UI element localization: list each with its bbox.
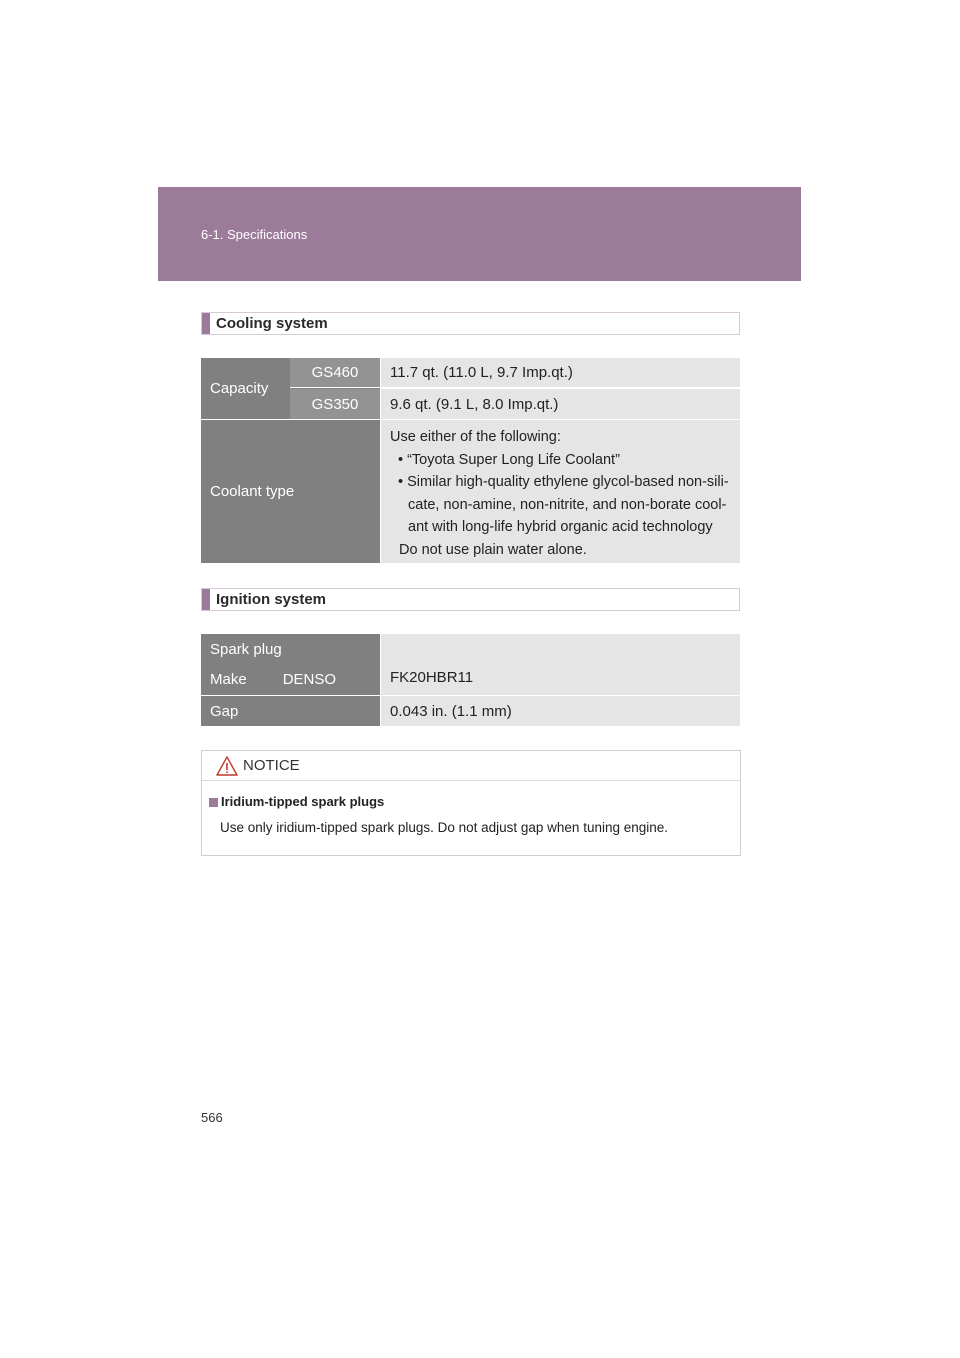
make-value-cell [381, 634, 740, 695]
coolant-intro: Use either of the following: [390, 429, 561, 445]
notice-header [202, 751, 740, 781]
gap-label-cell [201, 696, 380, 726]
spark-plug-label: Spark plug [210, 640, 282, 658]
notice-body: Use only iridium-tipped spark plugs. Do not adjust gap when tuning engine. [220, 820, 669, 835]
coolant-bullet-2-line-2: cate, non-amine, non-nitrite, and non-borate cool- [408, 496, 727, 513]
model-cell-gs350 [290, 389, 380, 419]
coolant-type-value-cell [381, 420, 740, 563]
coolant-warning: Do not use plain water alone. [399, 541, 587, 558]
notice-box [201, 750, 741, 856]
gap-label: Gap [210, 702, 239, 720]
gap-value-cell [381, 696, 740, 726]
cooling-title-text: Cooling system [216, 315, 328, 332]
capacity-label: Capacity [210, 380, 269, 397]
make-brand: DENSO [282, 671, 337, 688]
capacity-value-gs460 [381, 358, 740, 388]
capacity-value: 9.6 qt. (9.1 L, 8.0 Imp.qt.) [390, 395, 559, 413]
notice-label: NOTICE [243, 757, 300, 774]
bullet-square-icon [209, 798, 218, 807]
coolant-type-label: Coolant type [210, 483, 295, 500]
ignition-section-title [201, 588, 740, 611]
breadcrumb: 6-1. Specifications [201, 227, 308, 242]
capacity-value-gs350 [381, 389, 740, 419]
model-cell-gs460 [290, 358, 380, 388]
title-accent-bar [202, 589, 210, 610]
title-accent-bar [202, 313, 210, 334]
cooling-section-title [201, 312, 740, 335]
make-label: Make [210, 671, 247, 688]
model-label: GS460 [311, 364, 359, 381]
capacity-value: 11.7 qt. (11.0 L, 9.7 Imp.qt.) [390, 364, 573, 381]
ignition-title-text: Ignition system [216, 591, 327, 608]
spark-plug-part-number: FK20HBR11 [390, 669, 474, 686]
coolant-bullet-1: • “Toyota Super Long Life Coolant” [398, 451, 620, 468]
coolant-bullet-2: • Similar high-quality ethylene glycol-based non-sili- [398, 474, 729, 490]
page-number: 566 [201, 1110, 223, 1125]
coolant-bullet-2-line-3: ant with long-life hybrid organic acid technology [408, 519, 713, 535]
coolant-type-label-cell [201, 420, 380, 563]
warning-triangle-icon [216, 756, 238, 776]
notice-title: Iridium-tipped spark plugs [221, 794, 385, 809]
spark-plug-label-cell [201, 634, 380, 664]
gap-value: 0.043 in. (1.1 mm) [390, 702, 512, 720]
make-label-cell [201, 664, 380, 695]
chapter-header [158, 187, 801, 281]
model-label: GS350 [311, 395, 359, 413]
